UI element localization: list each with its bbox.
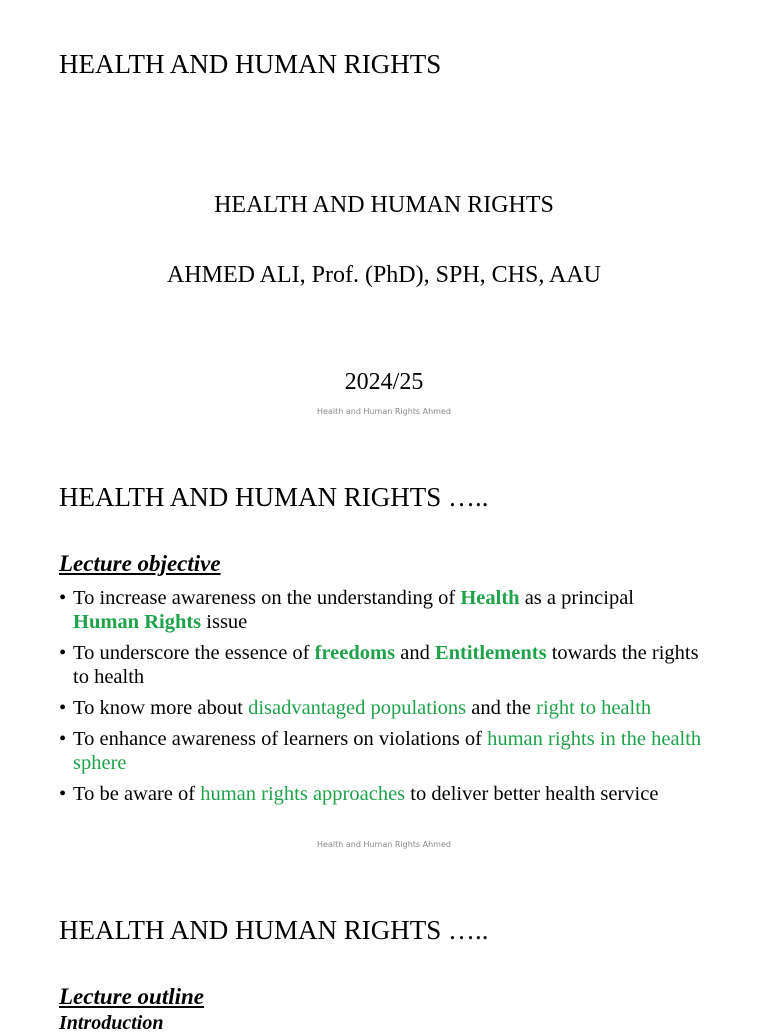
slide2-header: HEALTH AND HUMAN RIGHTS ….. [59,482,489,512]
slide3-header: HEALTH AND HUMAN RIGHTS ….. [59,915,489,945]
objective-item: • To be aware of human rights approaches to deliver better health service [59,782,719,806]
lecture-objective-heading: Lecture objective [59,551,221,576]
slide1-author: AHMED ALI, Prof. (PhD), SPH, CHS, AAU [166,262,602,288]
objective-item: • To know more about disadvantaged populations and the right to health [59,696,719,720]
slide1-year: 2024/25 [344,369,424,395]
objective-item: • To increase awareness on the understanding of Health as a principal Human Rights issue [59,586,719,634]
outline-partial-text: Introduction [59,1012,164,1034]
objective-item: • To underscore the essence of freedoms and Entitlements towards the rights to health [59,641,719,689]
objective-item: • To enhance awareness of learners on violations of human rights in the health sphere [59,727,719,775]
objectives-list [59,586,719,813]
slide1-header: HEALTH AND HUMAN RIGHTS [59,49,442,79]
slide1-title: HEALTH AND HUMAN RIGHTS [214,192,554,218]
lecture-outline-heading: Lecture outline [59,984,205,1009]
slide1-footer: Health and Human Rights Ahmed [317,407,451,416]
slide2-footer: Health and Human Rights Ahmed [317,840,451,849]
